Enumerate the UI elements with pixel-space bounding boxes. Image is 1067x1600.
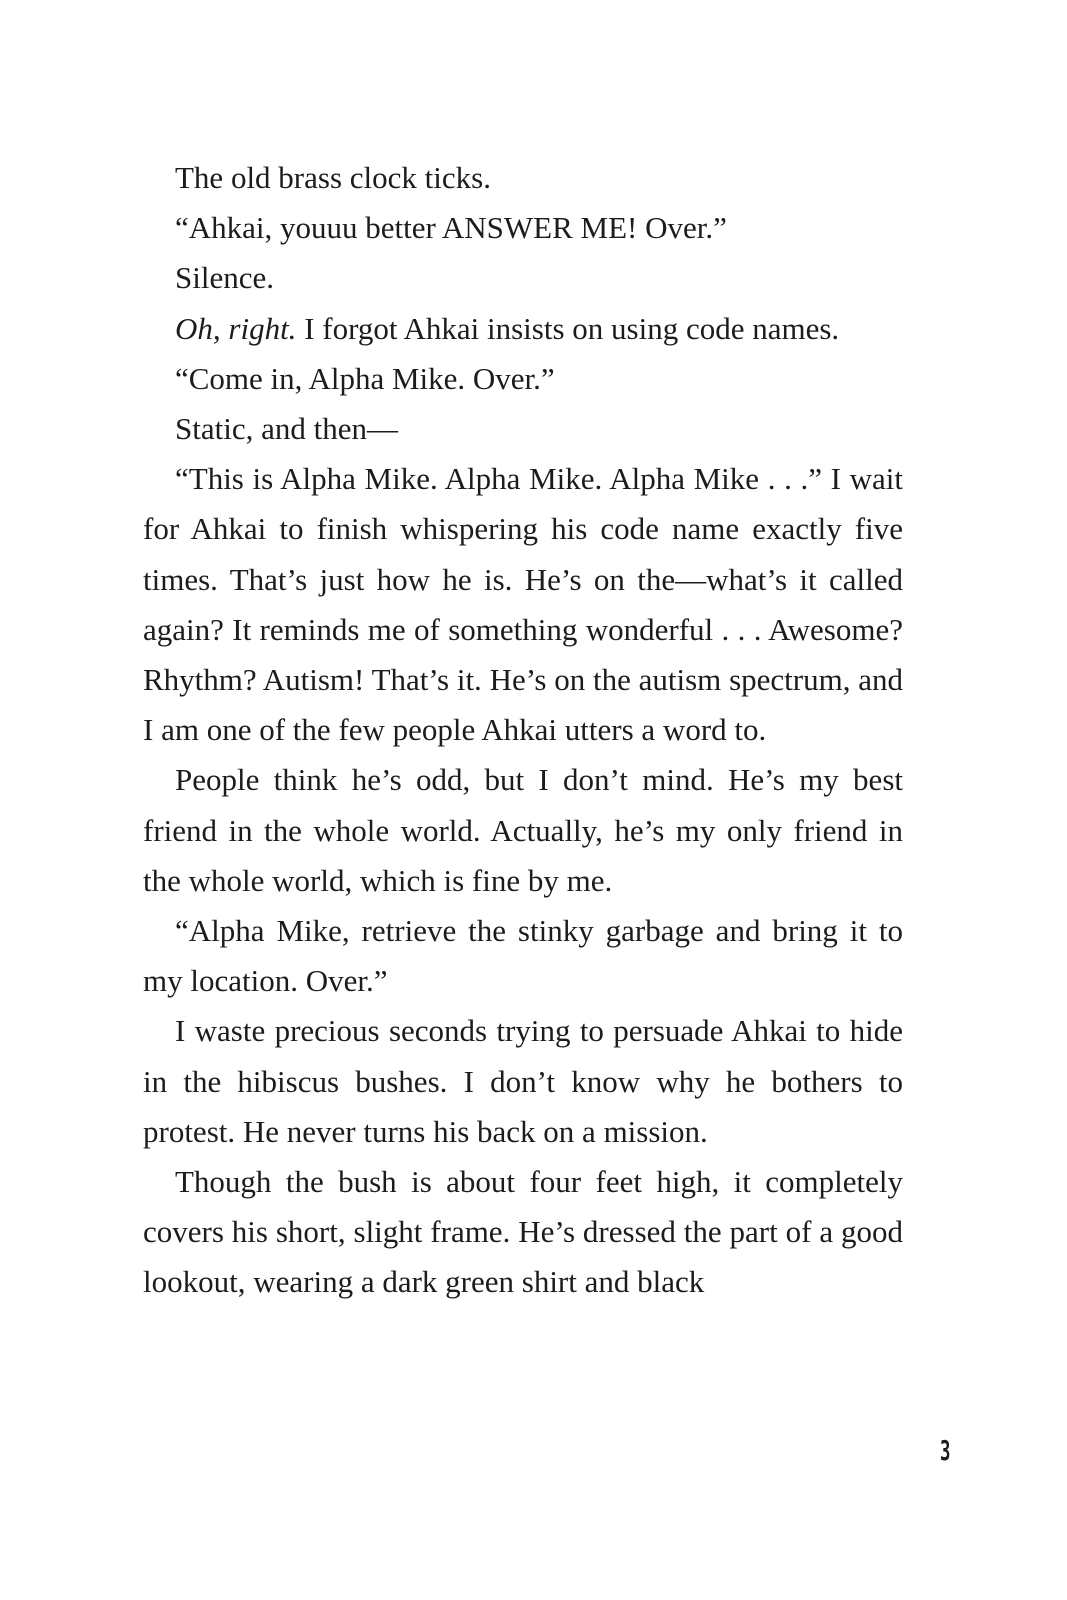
paragraph: The old brass clock ticks. bbox=[175, 160, 491, 195]
paragraph-text: I forgot Ahkai insists on using code names. bbox=[296, 310, 840, 346]
paragraph: “Alpha Mike, retrieve the stinky garbage and bring it to my location. Over.” bbox=[143, 913, 903, 999]
body-text bbox=[143, 153, 903, 1308]
page-number: 3 bbox=[940, 1434, 951, 1467]
paragraph bbox=[143, 304, 903, 354]
paragraph: People think he’s odd, but I don’t mind. He’s my best friend in the whole world. Actually, he’s my only friend in the whole world, which is fine by me. bbox=[143, 762, 903, 898]
paragraph: Silence. bbox=[175, 260, 274, 296]
paragraph: Though the bush is about four feet high, it completely covers his short, slight frame. He’s dressed the part of a good lookout, wearing a dark green shirt and black bbox=[143, 1164, 903, 1300]
italic-phrase: Oh, right. bbox=[175, 310, 297, 346]
paragraph: “This is Alpha Mike. Alpha Mike. Alpha Mike . . .” I wait for Ahkai to finish whispering his code name exactly five times. That’s just how he is. He’s on the—what’s it called again? It reminds me of something wonderful . . . Awesome? Rhythm? Autism! That’s it. He’s on the autism spectrum, and I am one of the few people Ahkai utters a word to. bbox=[143, 461, 903, 748]
paragraph: “Come in, Alpha Mike. Over.” bbox=[175, 360, 555, 396]
paragraph: “Ahkai, youuu better ANSWER ME! Over.” bbox=[175, 210, 727, 246]
paragraph: Static, and then— bbox=[175, 411, 398, 447]
paragraph: I waste precious seconds trying to persuade Ahkai to hide in the hibiscus bushes. I don’t know why he bothers to protest. He never turns his back on a mission. bbox=[143, 1013, 903, 1149]
